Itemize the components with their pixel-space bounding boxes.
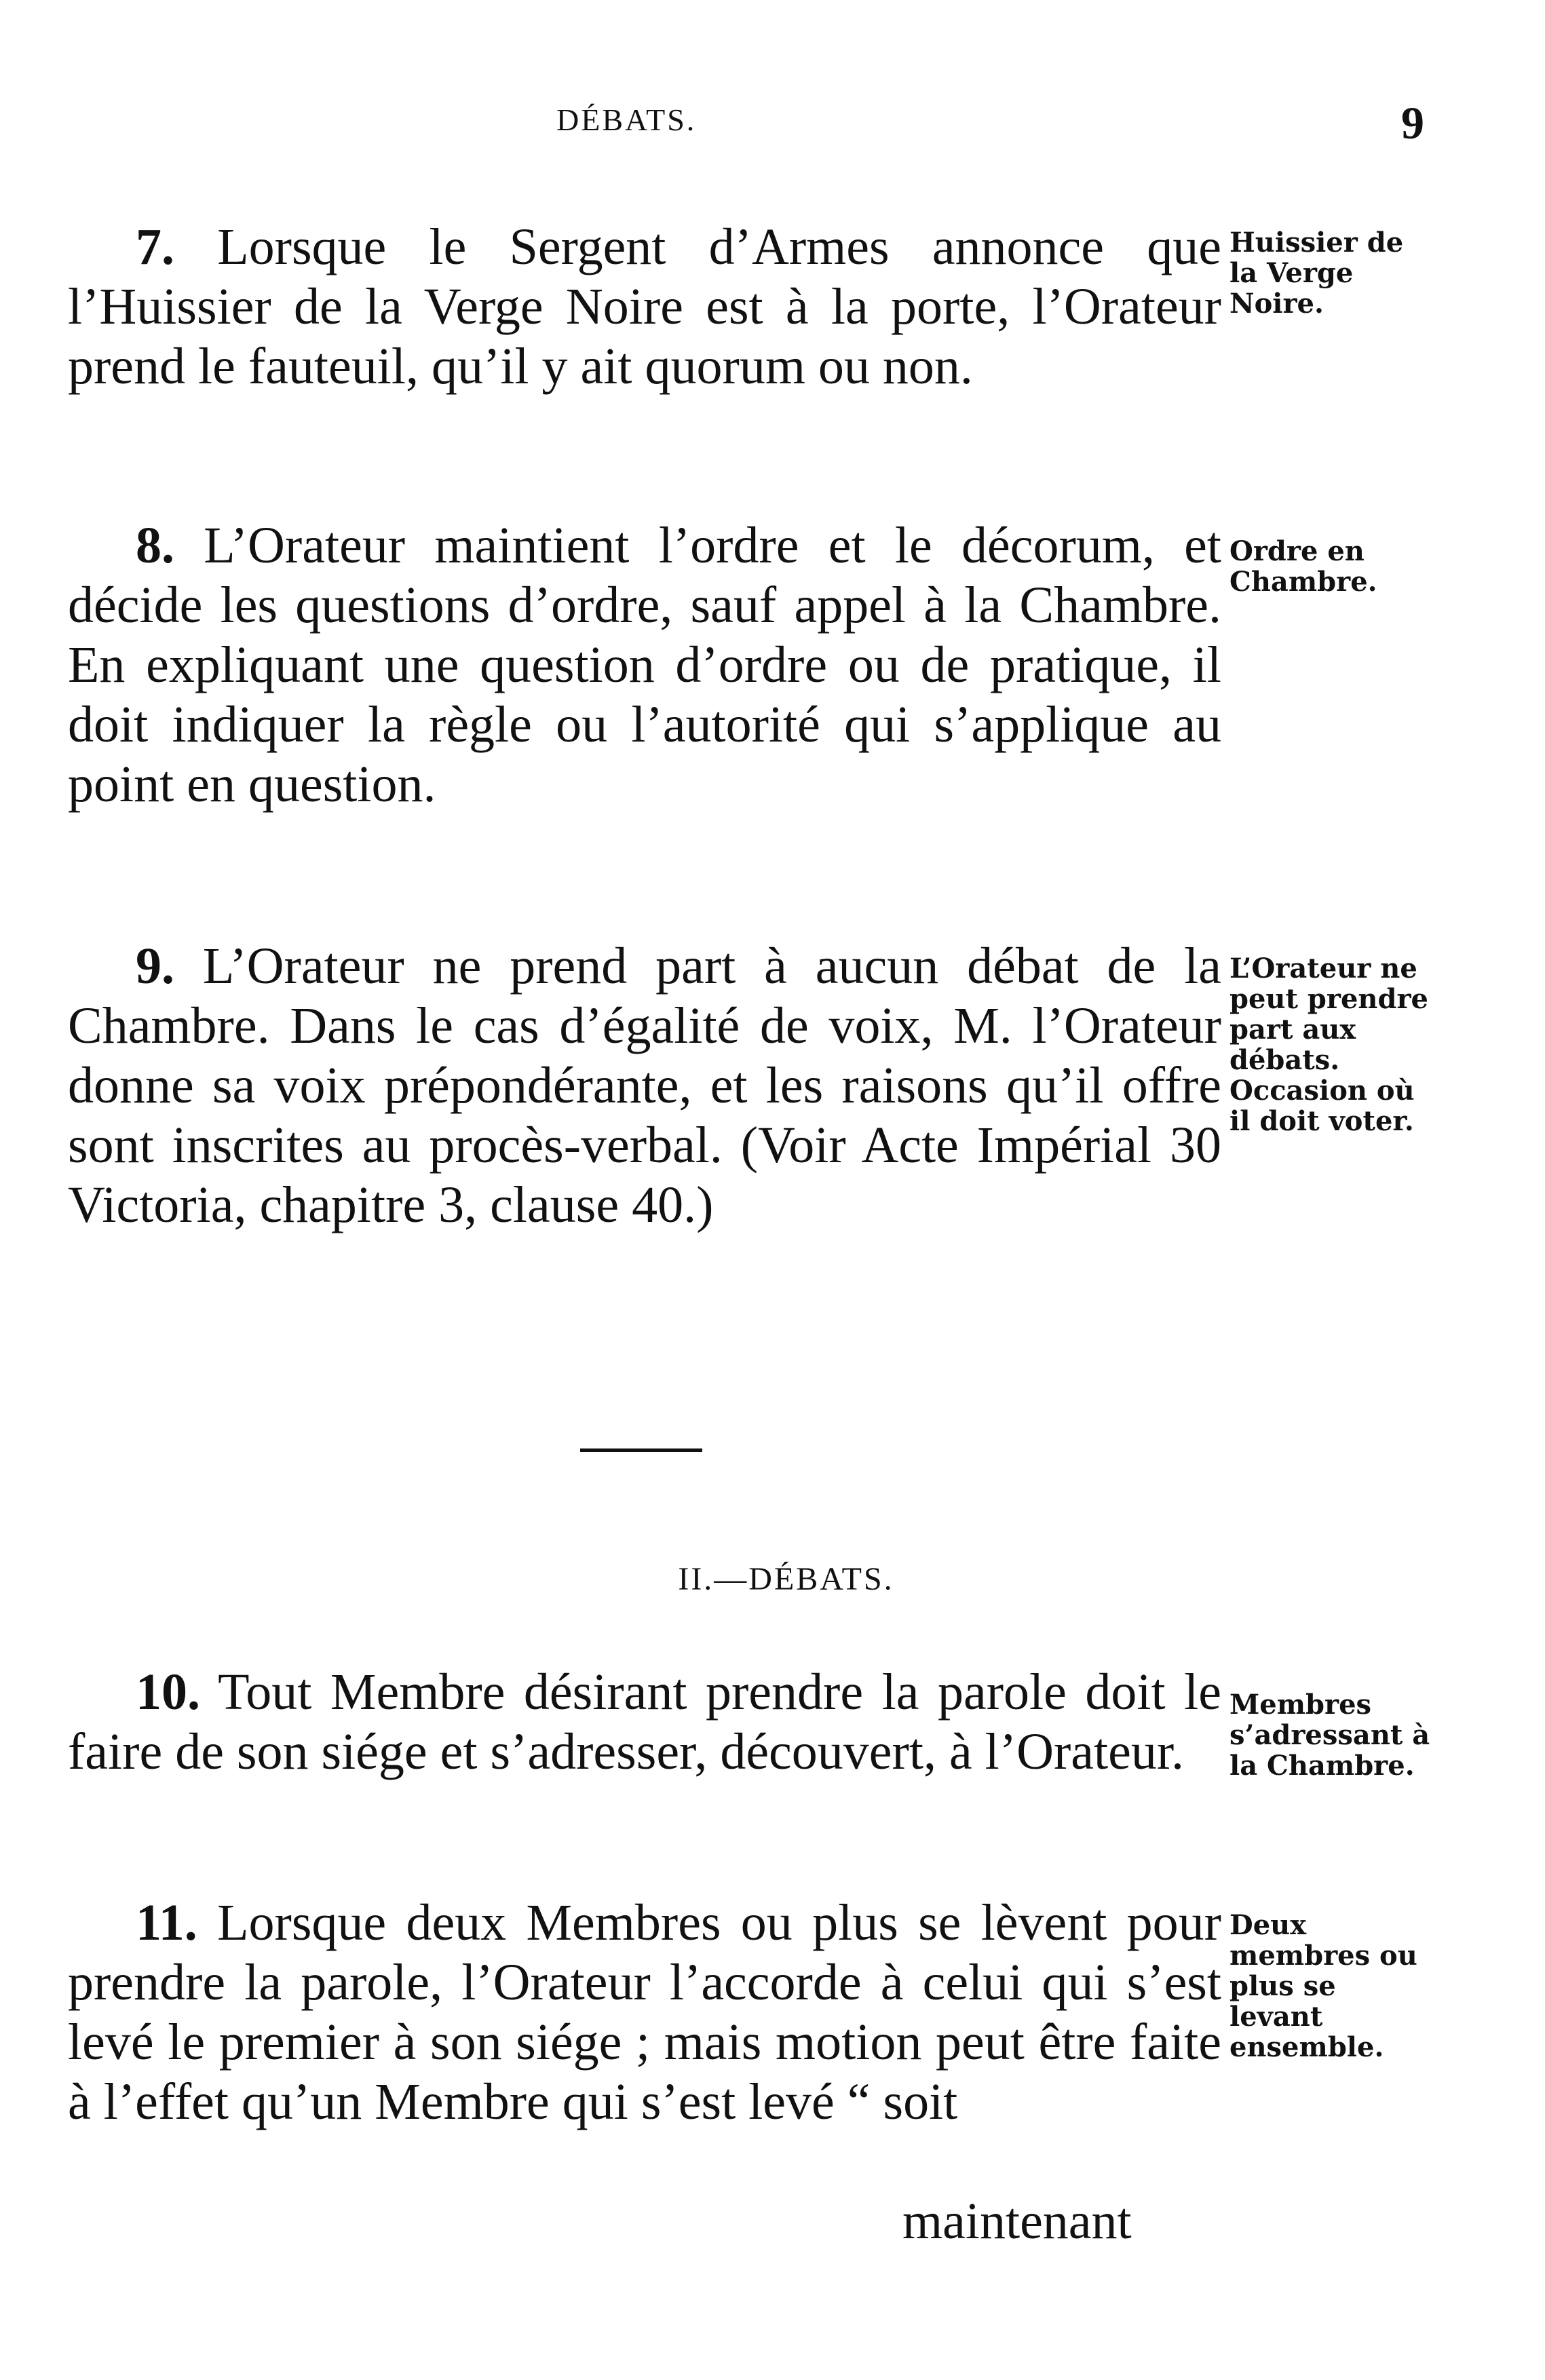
running-title: DÉBATS. bbox=[556, 102, 697, 137]
article-text: L’Orateur ne prend part à aucun débat de la Chambre. Dans le cas d’égalité de voix, M. l’Orateur donne sa voix prépondérante, et les raisons qu’il offre sont inscrites au procès-verbal. (Voir Acte Impérial 30 Victoria, chapitre 3, clause 40.) bbox=[68, 938, 1221, 1233]
article-number: 10. bbox=[136, 1664, 200, 1721]
margin-note-10: Membres s’adressant à la Chambre. bbox=[1229, 1689, 1430, 1782]
section-rule bbox=[580, 1448, 702, 1452]
margin-note-7: Huissier de la Verge Noire. bbox=[1229, 227, 1404, 320]
article-9 bbox=[68, 936, 1221, 1235]
article-text: Lorsque deux Membres ou plus se lèvent pour prendre la parole, l’Orateur l’accorde à celui qui s’est levé le premier à son siége ; mais motion peut être faite à l’effet qu’un Membre qui s’est levé “ soit bbox=[68, 1894, 1221, 2130]
article-body bbox=[68, 1893, 1221, 2132]
article-number: 7. bbox=[136, 218, 174, 275]
section-heading: II.—DÉBATS. bbox=[678, 1561, 894, 1597]
margin-note-8: Ordre en Chambre. bbox=[1229, 535, 1377, 598]
margin-note-9: L’Orateur ne peut prendre part aux débats. Occasion où il doit voter. bbox=[1229, 953, 1428, 1137]
article-text: Tout Membre désirant prendre la parole doit le faire de son siége et s’adresser, découvert, à l’Orateur. bbox=[68, 1664, 1221, 1780]
article-number: 11. bbox=[136, 1894, 197, 1951]
article-text: Lorsque le Sergent d’Armes annonce que l’Huissier de la Verge Noire est à la porte, l’Orateur prend le fauteuil, qu’il y ait quorum ou non. bbox=[68, 218, 1222, 395]
page-number: 9 bbox=[1401, 97, 1424, 149]
article-text: L’Orateur maintient l’ordre et le décorum, et décide les questions d’ordre, sauf appel à la Chambre. En expliquant une question d’ordre ou de pratique, il doit indiquer la règle ou l’autorité qui s’applique au point en question. bbox=[68, 517, 1221, 813]
article-11 bbox=[68, 1893, 1221, 2132]
article-number: 8. bbox=[136, 517, 174, 574]
article-10 bbox=[68, 1662, 1221, 1782]
article-number: 9. bbox=[136, 938, 174, 995]
article-8 bbox=[68, 516, 1221, 814]
margin-note-11: Deux membres ou plus se levant ensemble. bbox=[1229, 1909, 1417, 2063]
continuation-word: maintenant bbox=[902, 2193, 1132, 2250]
article-body bbox=[68, 516, 1221, 814]
running-head bbox=[0, 97, 1545, 156]
article-7 bbox=[68, 217, 1221, 396]
article-body bbox=[68, 936, 1221, 1235]
article-body bbox=[68, 1662, 1221, 1782]
article-body bbox=[68, 217, 1221, 396]
